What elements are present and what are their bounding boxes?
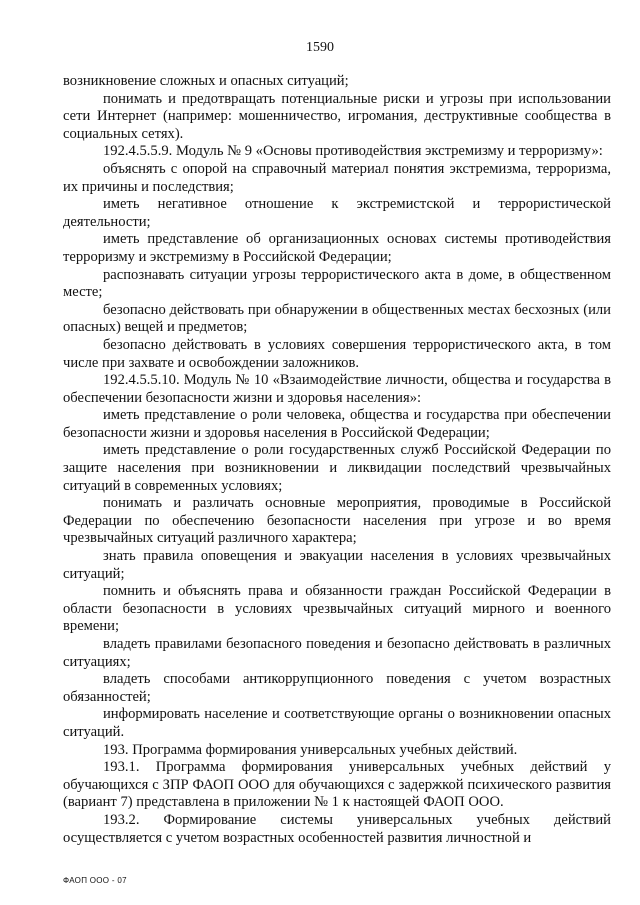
paragraph: иметь представление о роли государственных служб Российской Федерации по защите населения при возникновении и ликвидации последствий чрезвычайных ситуаций в современных условиях; <box>63 442 611 494</box>
paragraph: объяснять с опорой на справочный материал понятия экстремизма, терроризма, их причины и последствия; <box>63 160 611 195</box>
paragraph: понимать и различать основные мероприятия, проводимые в Российской Федерации по обеспечению безопасности населения при угрозе и во время чрезвычайных ситуаций различного характера; <box>63 495 611 547</box>
paragraph: 193.2. Формирование системы универсальных учебных действий осуществляется с учетом возрастных особенностей развития личностной и <box>63 811 611 846</box>
paragraph: 192.4.5.5.10. Модуль № 10 «Взаимодействие личности, общества и государства в обеспечении безопасности жизни и здоровья населения»: <box>63 372 611 406</box>
paragraph: помнить и объяснять права и обязанности граждан Российской Федерации в области безопасности в условиях чрезвычайных ситуаций мирного и военного времени; <box>63 583 611 635</box>
paragraph: безопасно действовать при обнаружении в общественных местах бесхозных (или опасных) вещей и предметов; <box>63 301 611 336</box>
paragraph: владеть способами антикоррупционного поведения с учетом возрастных обязанностей; <box>63 671 611 705</box>
document-body <box>63 73 611 847</box>
paragraph: информировать население и соответствующие органы о возникновении опасных ситуаций. <box>63 706 611 740</box>
paragraph: 193.1. Программа формирования универсальных учебных действий у обучающихся с ЗПР ФАОП ООО для обучающихся с задержкой психического развития (вариант 7) представлена в приложении № 1 к настоящей ФАОП ООО. <box>63 759 611 811</box>
paragraph: знать правила оповещения и эвакуации населения в условиях чрезвычайных ситуаций; <box>63 548 611 582</box>
paragraph: безопасно действовать в условиях совершения террористического акта, в том числе при захвате и освобождении заложников. <box>63 336 611 371</box>
page-number: 1590 <box>306 40 334 55</box>
paragraph: возникновение сложных и опасных ситуаций; <box>63 73 349 89</box>
paragraph: владеть правилами безопасного поведения и безопасно действовать в различных ситуациях; <box>63 636 611 670</box>
footer-code: ФАОП ООО - 07 <box>63 876 127 885</box>
paragraph: иметь негативное отношение к экстремистской и террористической деятельности; <box>63 196 611 230</box>
paragraph: 192.4.5.5.9. Модуль № 9 «Основы противодействия экстремизму и терроризму»: <box>103 143 603 160</box>
paragraph: 193. Программа формирования универсальных учебных действий. <box>103 741 518 758</box>
paragraph: иметь представление об организационных основах системы противодействия терроризму и экстремизму в Российской Федерации; <box>63 231 611 265</box>
paragraph: понимать и предотвращать потенциальные риски и угрозы при использовании сети Интернет (например: мошенничество, игромания, деструктивные сообщества в социальных сетях). <box>63 90 611 142</box>
paragraph: распознавать ситуации угрозы террористического акта в доме, в общественном месте; <box>63 266 611 301</box>
paragraph: иметь представление о роли человека, общества и государства при обеспечении безопасности жизни и здоровья населения в Российской Федерации; <box>63 407 611 441</box>
